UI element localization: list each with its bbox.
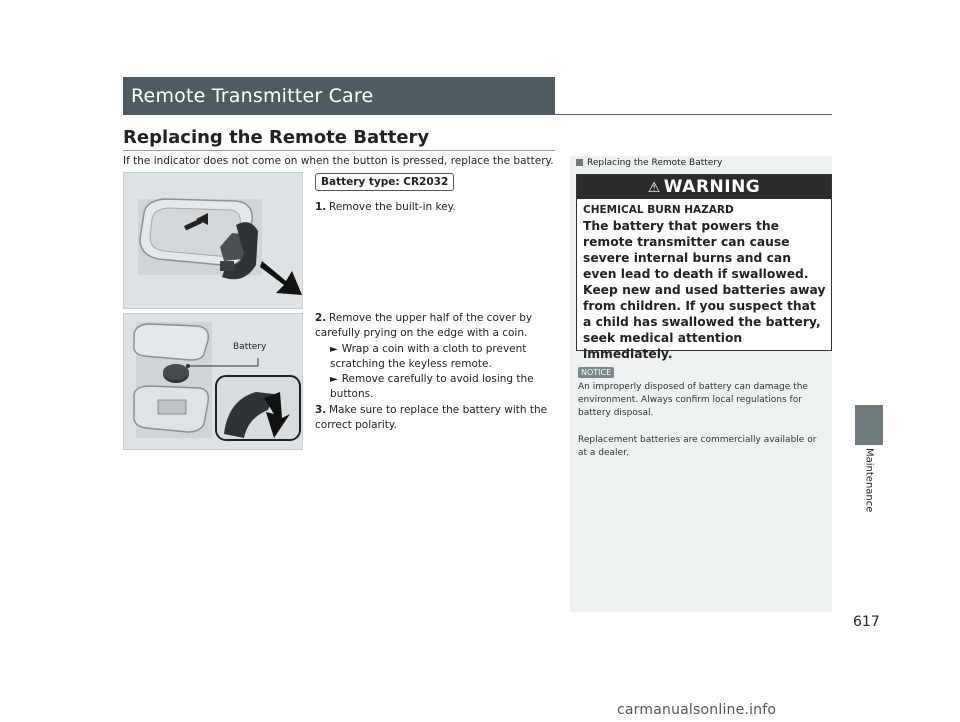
replacement-text: Replacement batteries are commercially available or at a dealer. [578,435,817,458]
step-text: Remove the built-in key. [329,201,456,213]
figure-battery [123,313,303,450]
warning-text: The battery that powers the remote transmitter can cause severe internal burns and can even lead to death if swallowed. Keep new and used batteries away from children. If you suspect that a child has swallowed the battery, seek medical attention immediately. [583,219,826,361]
side-tab-text: Maintenance [863,448,875,513]
warning-label: WARNING [663,177,761,197]
substep-text: Wrap a coin with a cloth to prevent scratching the keyless remote. [330,343,527,370]
remote-key-illustration [124,173,303,309]
heading-rule [123,150,555,151]
watermark-text: carmanualsonline.info [617,702,777,718]
battery-callout-label: Battery [233,342,267,352]
battery-illustration [124,314,303,450]
step-number: 3. [315,404,327,416]
page-number: 617 [853,614,880,630]
warning-subtitle: CHEMICAL BURN HAZARD [583,204,734,216]
arrow-right-icon: ► [330,374,338,385]
battery-type-box: Battery type: CR2032 [315,173,454,191]
substep-2 [330,372,555,402]
warning-header [577,175,831,199]
side-tab-label [849,448,889,518]
notice-text: An improperly disposed of battery can damage the environment. Always confirm local regulations for battery disposal. [578,382,808,418]
step-text: Remove the upper half of the cover by carefully prying on the edge with a coin. [315,312,533,339]
arrow-right-icon: ► [330,344,338,355]
step-2 [315,311,555,341]
step-3 [315,403,555,433]
page-heading: Replacing the Remote Battery [123,127,430,148]
notice-badge: NOTICE [578,367,614,378]
step-1 [315,200,456,215]
substep-text: Remove carefully to avoid losing the buttons. [330,373,534,400]
intro-text: If the indicator does not come on when the button is pressed, replace the battery. [123,155,554,167]
warning-triangle-icon: ⚠ [647,180,661,196]
step-number: 2. [315,312,327,324]
step-text: Make sure to replace the battery with the correct polarity. [315,404,548,431]
sidebar-title-text: Replacing the Remote Battery [587,158,723,168]
step-number: 1. [315,201,327,213]
side-tab-marker [855,405,883,445]
bullet-square-icon [576,159,583,166]
figure-remove-key [123,172,303,309]
substep-1 [330,342,555,372]
section-title: Remote Transmitter Care [123,77,555,115]
section-rule [555,114,832,115]
sidebar-title [576,158,722,168]
